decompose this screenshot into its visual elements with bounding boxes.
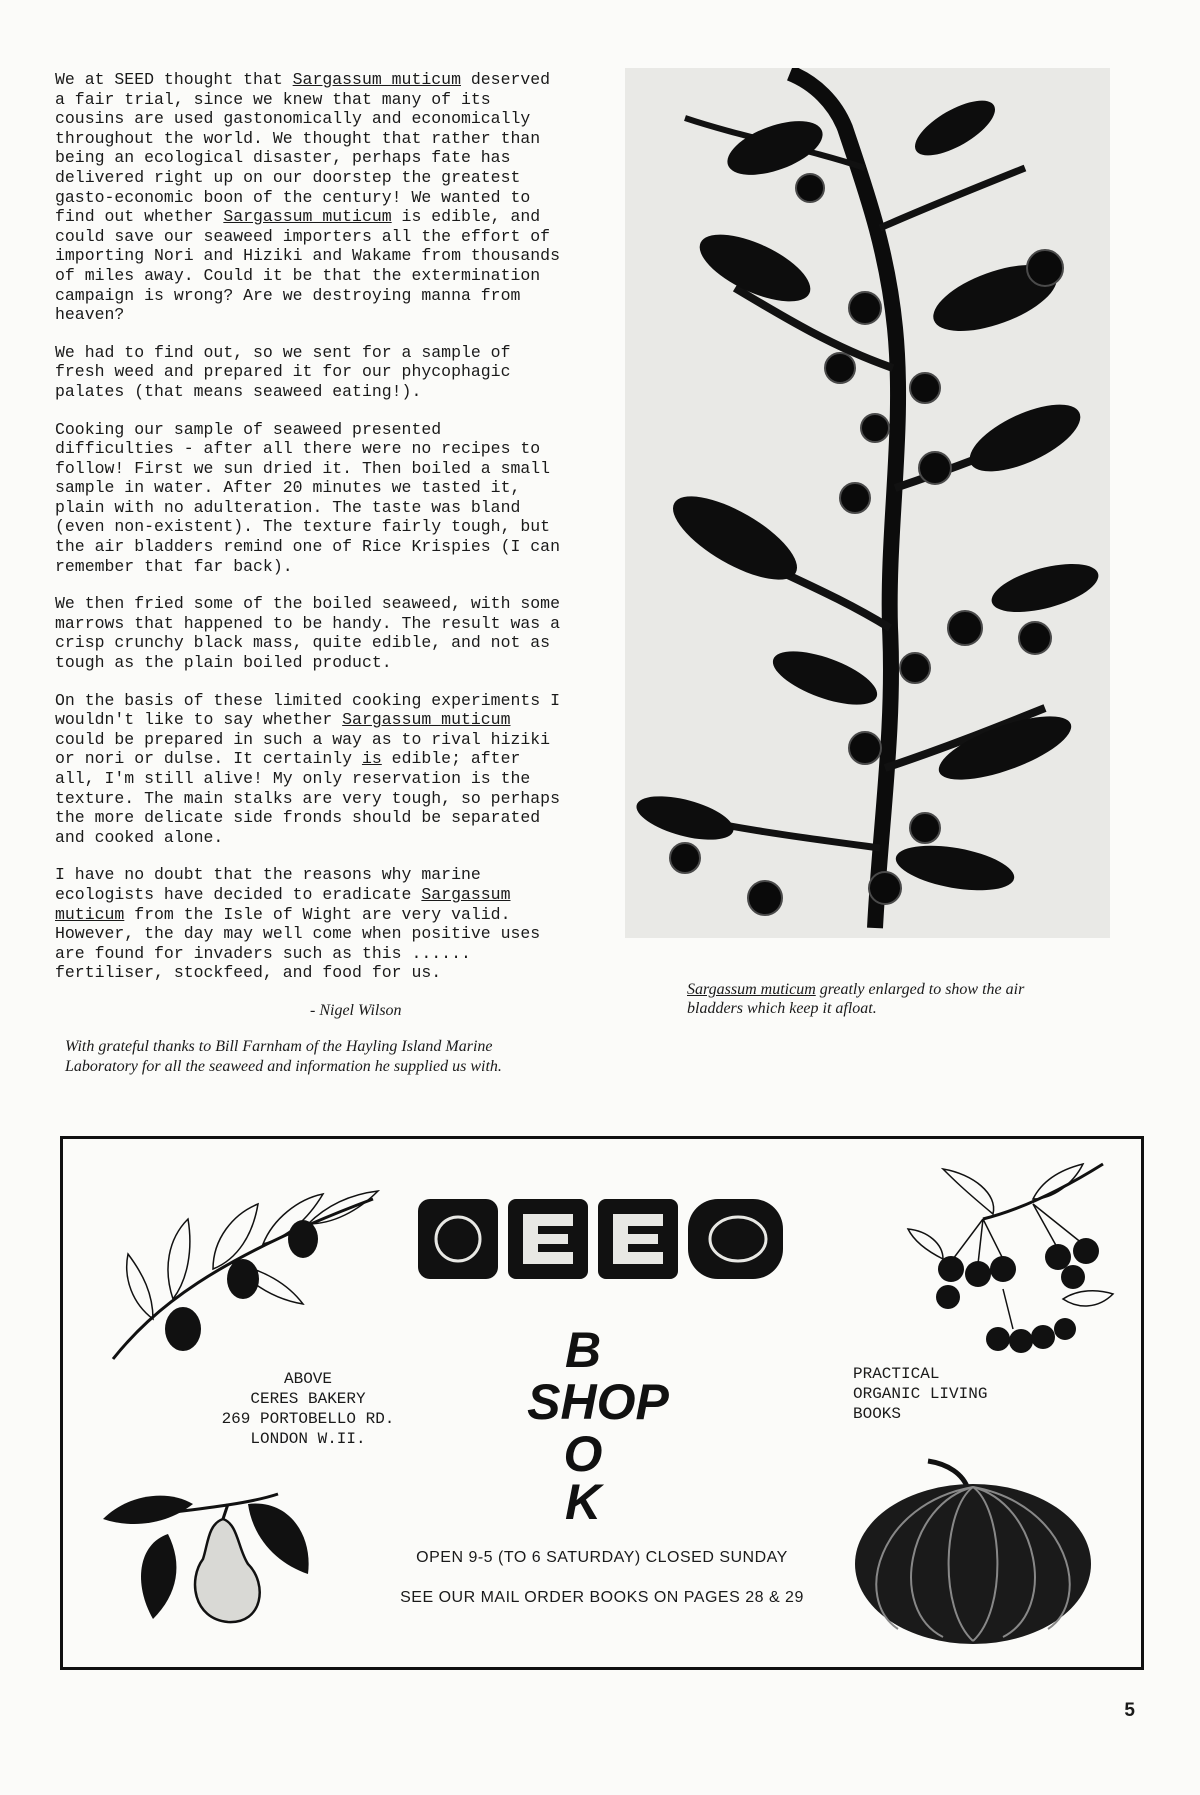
article-paragraph (55, 343, 565, 402)
paragraph-text: I have no doubt that the reasons why marine ecologists have decided to eradicate (55, 865, 481, 904)
cherries-icon (903, 1149, 1123, 1369)
seed-bookshop-ad (60, 1136, 1144, 1670)
paragraph-text: We at SEED thought that (55, 70, 293, 89)
article-column (55, 70, 565, 1077)
seed-logo (413, 1194, 793, 1284)
underlined-term: Sargassum muticum (342, 710, 511, 730)
paragraph-text: edible; after all, I'm still alive! My only reservation is the texture. The main stalks are very tough, so perhaps the more delicate side fronds should be separated and cooked alone. (55, 749, 560, 847)
seaweed-illustration (625, 68, 1110, 938)
paragraph-text: could be prepared in such a way as to rival hiziki or nori or dulse. It certainly (55, 729, 551, 769)
book-letter: O (563, 1426, 603, 1482)
paragraph-text: deserved a fair trial, since we knew that many of its cousins are used gastonomically and economically throughout the world. We thought that rather than being an ecological disaster, perhaps fate has delivered right up on our doorstep the greatest gasto-economic boon of the century! We wanted to find out whether (55, 70, 551, 227)
paragraph-text: Cooking our sample of seaweed presented difficulties - after all there were no recipes to follow! First we sun dried it. Then boiled a small sample in water. After 20 minutes we tasted it, plain with no adulteration. The taste was bland (even non-existent). The texture fairly tough, but the air bladders remind one of Rice Krispies (I can remember that far back). (55, 419, 560, 576)
caption-text: greatly enlarged to show the air bladders which keep it afloat. (687, 981, 1025, 1017)
underlined-term: Sargassum muticum (223, 207, 392, 227)
underlined-term: Sargassum muticum (55, 884, 511, 924)
acknowledgement: With grateful thanks to Bill Farnham of the Hayling Island Marine Laboratory for all the seaweed and information he supplied us with. (65, 1037, 502, 1075)
paragraph-text: We had to find out, so we sent for a sample of fresh weed and prepared it for our phycophagic palates (that means seaweed eating!). (55, 342, 511, 401)
article-paragraph (55, 865, 565, 983)
specialty-line: ORGANIC LIVING (853, 1385, 988, 1403)
book-letter: B (564, 1322, 602, 1378)
caption-species: Sargassum muticum (687, 981, 816, 998)
address-line: CERES BAKERY (250, 1390, 366, 1408)
article-paragraph (55, 420, 565, 577)
underlined-term: Sargassum muticum (292, 70, 461, 89)
address-line: ABOVE (283, 1370, 332, 1388)
photo-caption (687, 980, 1047, 1018)
article-paragraph (55, 691, 565, 848)
address-line: 269 PORTOBELLO RD. (221, 1410, 395, 1428)
book-letter: K (564, 1474, 602, 1519)
paragraph-text: We then fried some of the boiled seaweed, with some marrows that happened to be handy. The result was a crisp crunchy black mass, quite edible, and not as tough as the plain boiled product. (55, 594, 560, 673)
article-paragraph (55, 70, 565, 325)
article-paragraph (55, 594, 565, 672)
mail-order-note: SEE OUR MAIL ORDER BOOKS ON PAGES 28 & 29 (400, 1589, 804, 1606)
paragraph-text: is edible, and could save our seaweed importers all the effort of importing Nori and Hiziki and Wakame from thousands of miles away. Could it be that the extermination campaign is wrong? Are we destroying manna from heaven? (55, 207, 560, 325)
olive-branch-icon (93, 1169, 383, 1369)
author-signature: - Nigel Wilson (310, 1001, 402, 1019)
shop-word: SHOP (527, 1374, 669, 1430)
bookshop-specialty (853, 1364, 1053, 1424)
bookshop-address (208, 1369, 408, 1449)
article-body (55, 70, 565, 983)
underlined-term: is (361, 749, 382, 769)
opening-hours: OPEN 9-5 (TO 6 SATURDAY) CLOSED SUNDAY (416, 1549, 788, 1566)
seaweed-photo (625, 68, 1110, 938)
paragraph-text: On the basis of these limited cooking experiments I wouldn't like to say whether (55, 690, 560, 730)
specialty-line: BOOKS (853, 1405, 902, 1423)
paragraph-text: from the Isle of Wight are very valid. However, the day may well come when positive uses are found for invaders such as this ...... fertiliser, stockfeed, and food for us. (55, 904, 541, 983)
address-line: LONDON W.II. (250, 1430, 366, 1448)
specialty-line: PRACTICAL (853, 1365, 940, 1383)
page-number: 5 (1124, 1700, 1135, 1721)
book-shop-crossword (463, 1319, 733, 1519)
